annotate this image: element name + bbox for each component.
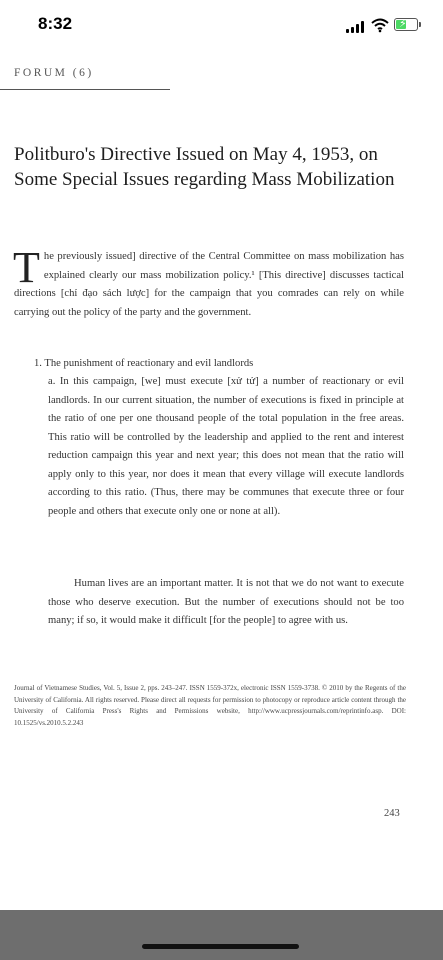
article-title: Politburo's Directive Issued on May 4, 1953, on Some Special Issues regarding Mass Mobilization [14,144,395,190]
status-bar [0,0,443,52]
paragraph-intro-text: he previously issued] directive of the Central Committee on mass mobilization has explained clearly our mass mobilization policy.¹ [This directive] discusses tactical directions [chỉ đạo sách lược] for the campaign that you comrades can rely on while carrying out the policy of the party and the government. [14,251,404,318]
section-divider [0,89,170,90]
charging-bolt-icon: ⚡ [399,17,407,30]
status-time: 8:32 [38,14,73,33]
paragraph-human-lives: Human lives are an important matter. It is not that we do not want to execute those who deserve execution. But the number of executions should not be too many; if so, it would make it difficult [for the people] to agree with us. [48,578,404,626]
drop-cap: T [13,243,40,292]
journal-footnote: Journal of Vietnamese Studies, Vol. 5, Issue 2, pps. 243–247. ISSN 1559-372x, electronic ISSN 1559-3738. © 2010 by the Regents of the University of California. All rights reserved. Please direct all requests for permission to photocopy or reproduce article content through the University of California Press's Rights and Permissions website, http://www.ucpressjournals.com/reprintinfo.asp. DOI: 10.1525/vs.2010.5.2.243 [14,684,406,727]
battery-tip [419,22,421,27]
page-number: 243 [384,808,400,819]
bottom-toolbar [0,910,443,960]
list-item-1a: a. In this campaign, [we] must execute [xử tử] a number of reactionary or evil landlords. In our current situation, the number of executions is fixed in principle at the ratio of one per one thousand people of the total population in the free areas. This ratio will be controlled by the leadership and applied to the rent and interest reduction campaign this year and next year; this does not mean that the ratio will apply only to this year, nor does it mean that every village will execute landlords according to this ratio. (Thus, there may be communes that execute three or four people and others that execute only one or none at all). [48,376,404,517]
list-item-1: 1. The punishment of reactionary and evil landlords [34,358,254,369]
paragraph-intro [13,243,404,322]
signal-icon [346,21,366,33]
section-label: FORUM (6) [14,67,94,79]
wifi-icon [371,17,389,33]
home-indicator[interactable] [142,944,299,949]
